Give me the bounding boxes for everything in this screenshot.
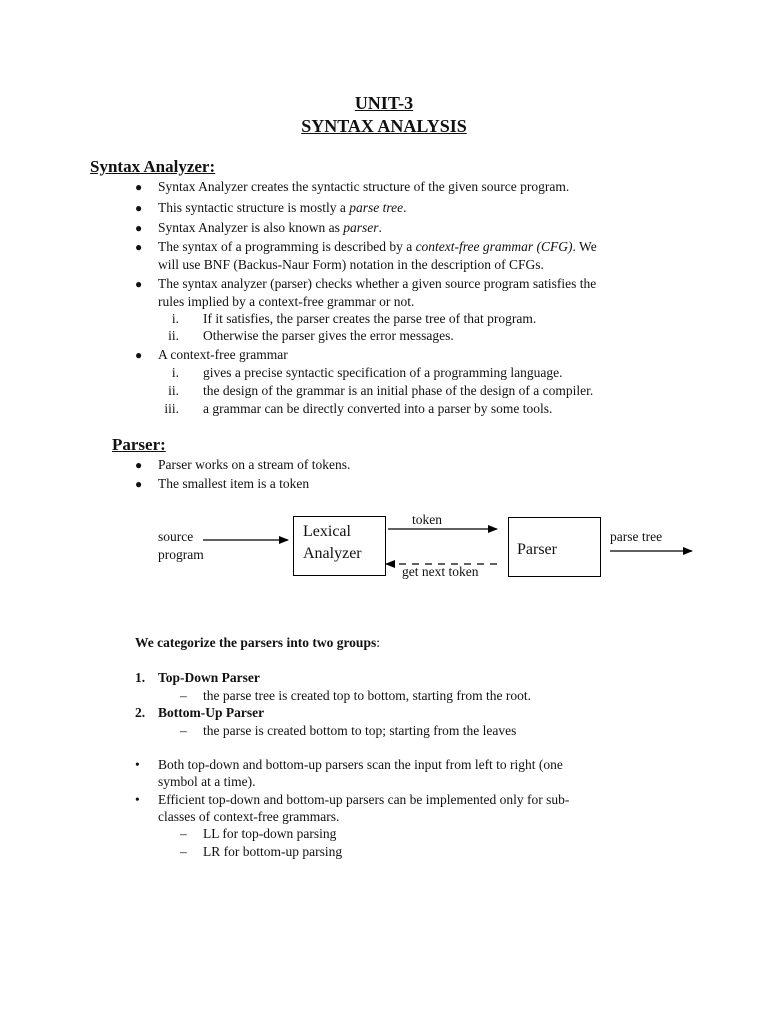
bullet-icon: ● <box>135 477 143 491</box>
note-text: Efficient top-down and bottom-up parsers can be implemented only for sub- <box>158 792 570 807</box>
sub-item-text: a grammar can be directly converted into a parser by some tools. <box>203 401 553 416</box>
dash-marker: – <box>180 723 187 738</box>
bullet-icon: ● <box>135 458 143 472</box>
roman-numeral: i. <box>171 311 179 326</box>
top-down-parser-title: Top-Down Parser <box>158 670 260 685</box>
sub-item-text: the design of the grammar is an initial phase of the design of a compiler. <box>203 383 594 398</box>
bullet-text: Parser works on a stream of tokens. <box>158 457 351 472</box>
roman-numeral: iii. <box>164 401 179 416</box>
source-label: source <box>158 529 194 544</box>
bullet-text: The smallest item is a token <box>158 476 310 491</box>
note-text: Both top-down and bottom-up parsers scan the input from left to right (one <box>158 757 563 772</box>
sub-item-text: If it satisfies, the parser creates the parse tree of that program. <box>203 311 537 326</box>
list-number: 2. <box>135 705 146 720</box>
bullet-text: A context-free grammar <box>158 347 288 362</box>
dash-marker: – <box>180 844 187 859</box>
top-down-desc: the parse tree is created top to bottom, starting from the root. <box>203 688 532 703</box>
sub-item-text: gives a precise syntactic specification of a programming language. <box>203 365 563 380</box>
dash-marker: – <box>180 688 187 703</box>
bullet-icon: • <box>135 757 140 772</box>
parser-box-label: Parser <box>517 541 557 558</box>
program-label: program <box>158 547 204 562</box>
bullet-icon: ● <box>135 277 143 291</box>
token-label: token <box>412 512 442 527</box>
bullet-icon: ● <box>135 201 143 215</box>
bottom-up-parser-title: Bottom-Up Parser <box>158 705 265 720</box>
bullet-icon: ● <box>135 240 143 254</box>
categories-intro: We categorize the parsers into two groups: <box>135 635 380 650</box>
roman-numeral: ii. <box>168 328 179 343</box>
get-next-token-label: get next token <box>402 564 479 579</box>
note-text-continuation: symbol at a time). <box>158 774 256 789</box>
parser-heading: Parser: <box>112 435 166 454</box>
bullet-icon: ● <box>135 221 143 235</box>
sub-item-text: Otherwise the parser gives the error messages. <box>203 328 454 343</box>
unit-title: UNIT-3 <box>354 93 414 113</box>
bullet-text: Syntax Analyzer is also known as parser. <box>158 220 382 235</box>
dash-marker: – <box>180 826 187 841</box>
bullet-text: Syntax Analyzer creates the syntactic structure of the given source program. <box>158 179 570 194</box>
bullet-text: The syntax of a programming is described by a context-free grammar (CFG). We <box>158 239 597 254</box>
lexical-label: Lexical <box>303 523 351 540</box>
bullet-text: This syntactic structure is mostly a parse tree. <box>158 200 407 215</box>
list-number: 1. <box>135 670 146 685</box>
bullet-text-continuation: will use BNF (Backus-Naur Form) notation in the description of CFGs. <box>158 257 544 272</box>
bullet-text-continuation: rules implied by a context-free grammar or not. <box>158 294 415 309</box>
bottom-up-desc: the parse is created bottom to top; starting from the leaves <box>203 723 517 738</box>
page-title: SYNTAX ANALYSIS <box>301 116 467 136</box>
roman-numeral: ii. <box>168 383 179 398</box>
bullet-icon: ● <box>135 348 143 362</box>
bullet-icon: • <box>135 792 140 807</box>
syntax-analyzer-heading: Syntax Analyzer: <box>90 157 216 176</box>
lr-note: LR for bottom-up parsing <box>203 844 343 859</box>
bullet-text: The syntax analyzer (parser) checks whether a given source program satisfies the <box>158 276 597 291</box>
roman-numeral: i. <box>171 365 179 380</box>
bullet-icon: ● <box>135 180 143 194</box>
note-text-continuation: classes of context-free grammars. <box>158 809 340 824</box>
ll-note: LL for top-down parsing <box>203 826 337 841</box>
parse-tree-label: parse tree <box>610 529 663 544</box>
analyzer-label: Analyzer <box>303 545 362 562</box>
